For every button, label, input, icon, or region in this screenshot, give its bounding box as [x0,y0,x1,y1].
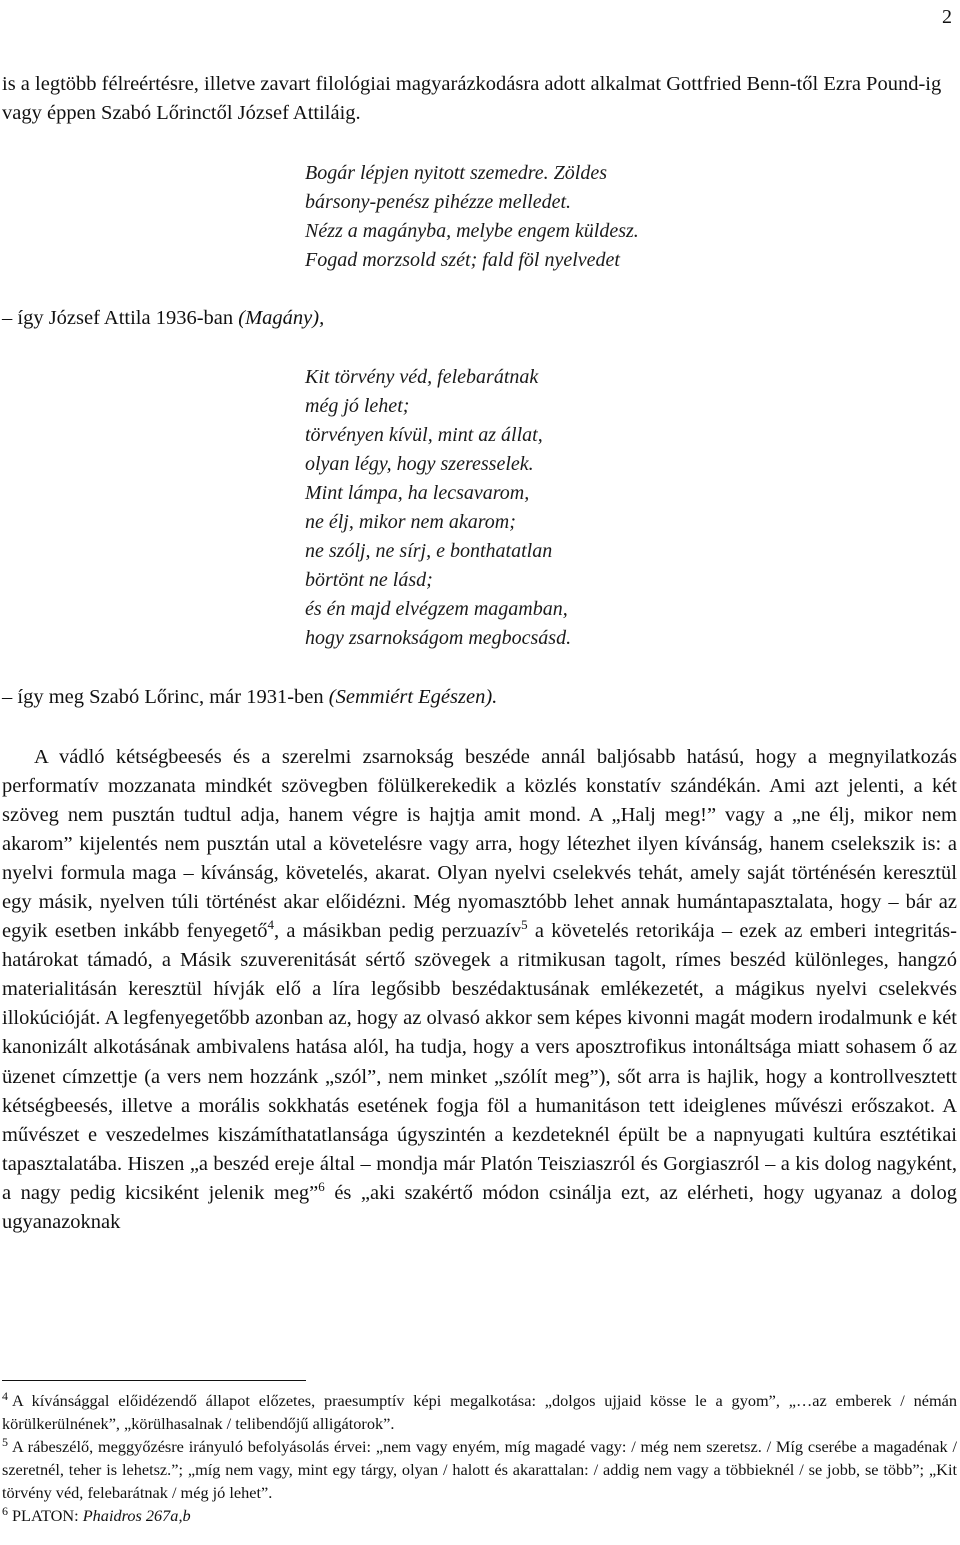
footnote-4 [2,1389,957,1435]
footnote-number: 4 [2,1388,8,1403]
footnote-ref-6[interactable]: 6 [318,1178,325,1194]
body-paragraph [2,743,957,1237]
poem-line: ne szólj, ne sírj, e bonthatatlan [305,540,553,562]
attribution-work-title: (Semmiért Egészen). [328,686,498,708]
poem-line: még jó lehet; [305,395,410,417]
footnote-6 [2,1504,957,1527]
attribution-work-title: (Magány), [238,307,325,329]
footnote-number: 6 [2,1503,8,1518]
poem-attribution-szabo-lorinc [2,683,497,712]
footnote-text: A kívánsággal előidézendő állapot előzetes, praesumptív képi megalkotása: „dolgos ujjaid kösse le a gyom”, „…az emberek / némán körülkerülnének”, „körülhasalnak / telibendőjű alligátorok”. [2,1391,957,1433]
attribution-text: – így József Attila 1936-ban [2,307,239,329]
footnotes [2,1389,957,1527]
poem-line: törvényen kívül, mint az állat, [305,424,543,446]
footnote-ref-5[interactable]: 5 [521,917,528,933]
body-text-segment: a követelés retorikája – ezek az emberi integritás-határokat támadó, a Másik szuverenitását sértő szövegek a ritmikusan tagolt, rímes beszéd különleges, hangzó materialitásán keresztül hívják elő a líra legősibb beszédaktusának emlékezetét, a mágikus nyelvi cselekvés illokúcióját. A legfenyegetőbb azonban az, hogy az olvasó akkor sem képes kivonni magát modern irodalmunk e két kanonizált alkotásának ambivalens hatása alól, ha tudja, hogy a vers aposztrofikus intonáltsága miatt sohasem ő az üzenet címzettje (a vers nem hozzánk „szól”, nem minket „szólít meg”), sőt arra is hajlik, hogy a kontrollvesztett kétségbeesés, illetve a morális sokkhatás esetének fogja föl a humanitáson tett ideiglenes művészi erőszakot. A művészet e veszedelmes kiszámíthatatlansága úgyszintén a kezdeteknél épült be a napnyugati kultúra esztétikai tapasztalatába. Hiszen „a beszéd ereje által – mondja már Platón Teisziaszról és Gorgiaszról – a kis dolog nagyként, a nagy pedig kicsiként jelenik meg” [2,920,957,1204]
poem-line: olyan légy, hogy szeresselek. [305,453,534,475]
intro-paragraph: is a legtöbb félreértésre, illetve zavart filológiai magyarázkodásra adott alkalmat Gottfried Benn-től Ezra Pound-ig vagy éppen Szabó Lőrinctől József Attiláig. [2,73,942,124]
footnote-5 [2,1435,957,1504]
poem-line: és én majd elvégzem magamban, [305,598,568,620]
footnote-author: PLATON: [12,1506,83,1525]
footnote-work-title: Phaidros 267a,b [82,1506,191,1525]
footnote-number: 5 [2,1434,8,1449]
poem-line: Nézz a magányba, melybe engem küldesz. [305,220,639,242]
body-text-segment: , a másikban pedig perzuazív [273,920,522,943]
page-number: 2 [942,6,952,28]
footnote-separator [2,1380,306,1381]
poem-line: börtönt ne lásd; [305,569,433,591]
attribution-text: – így meg Szabó Lőrinc, már 1931-ben [2,686,329,708]
poem-line: Fogad morzsold szét; fald föl nyelvedet [305,249,620,271]
footnote-ref-4[interactable]: 4 [267,917,274,933]
poem-line: bársony-penész pihézze melledet. [305,191,572,213]
poem-line: hogy zsarnokságom megbocsásd. [305,627,572,649]
body-text-segment: A vádló kétségbeesés és a szerelmi zsarnokság beszéde annál baljósabb hatású, hogy a megnyilatkozás performatív mozzanata mindkét szövegben fölülkerekedik a közlés konstatív szándékán. Ami azt jelenti, a két szöveg nem pusztán tudtul adja, hanem végre is hajtja amit mond. A „Halj meg!” vagy a „ne élj, mikor nem akarom” kijelentés nem pusztán utal a követelésre vagy arra, hogy létezhet ilyen kívánság, hanem cselekszik is: a nyelvi formula maga – kívánság, követelés, akarat. Olyan nyelvi cselekvés tehát, amely saját történésén keresztül egy másik, nyelven túli történést akar előidézni. Még nyomasztóbb lehet annak humántapasztalata, hogy – bár az egyik esetben inkább fenyegető [2,746,957,943]
body-text-segment: és „aki szakértő módon csinálja ezt, az elérheti, hogy ugyanaz a dolog ugyanazoknak [2,1181,958,1233]
footnote-text: A rábeszélő, meggyőzésre irányuló befolyásolás érvei: „nem vagy enyém, míg magadé vagy: / még nem szeretsz. / Míg cserébe a magadénak / szeretnél, teher is lehetsz.”; „míg nem vagy, mint egy tárgy, olyan / halott és akarattalan: / addig nem vagy a többieknél / se jobb, se több”; „Kit törvény véd, felebarátnak / még jó lehet”. [2,1437,957,1502]
poem-line: Bogár lépjen nyitott szemedre. Zöldes [305,162,607,184]
main-body [2,743,957,1237]
poem-line: Mint lámpa, ha lecsavarom, [305,482,530,504]
poem-magany [305,159,639,275]
poem-line: ne élj, mikor nem akarom; [305,511,516,533]
poem-line: Kit törvény véd, felebarátnak [305,366,539,388]
poem-attribution-jozsef-attila [2,304,324,333]
poem-semmiert-egeszen [305,363,571,653]
